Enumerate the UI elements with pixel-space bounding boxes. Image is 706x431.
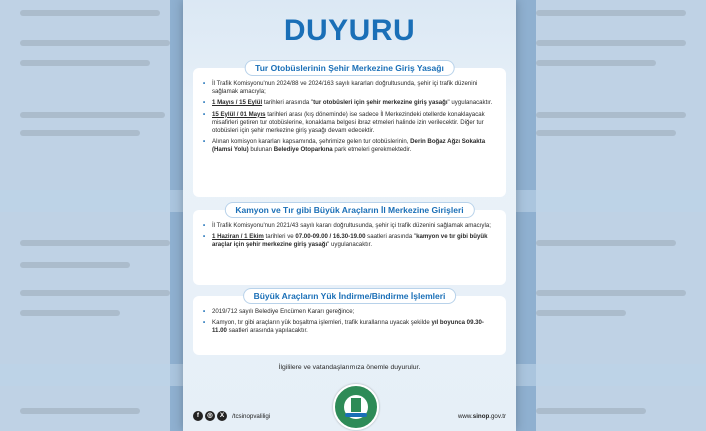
background-text-line [536, 408, 646, 414]
background-text-line [536, 10, 686, 16]
bullet-text: Belediye Otoparkına [273, 146, 333, 154]
bullet-text: tarihleri ve [263, 233, 296, 241]
bullet-text: 1 Mayıs / 15 Eylül [212, 99, 263, 107]
social-links [193, 411, 270, 421]
site-domain: sinop [472, 413, 490, 420]
bullet-text: Kamyon, tır gibi araçların yük boşaltma işlemleri, trafik kurallarına uyacak şekilde [212, 319, 432, 327]
bullet-text: yıl boyunca 09.30-11.00 [212, 319, 484, 335]
bullet-item [203, 308, 496, 316]
bullet-item [203, 80, 496, 96]
facebook-icon[interactable]: f [193, 411, 203, 421]
bullet-text: kamyon ve tır gibi büyük araçlar için şehir merkezine giriş yasağı [212, 233, 488, 249]
bullet-text: bulunan [248, 146, 274, 154]
footer [193, 410, 506, 424]
background-text-line [536, 290, 686, 296]
background-text-line [20, 112, 165, 118]
bullet-item [203, 233, 496, 249]
section-items [203, 80, 496, 158]
background-text-line [536, 310, 626, 316]
bullet-text: İl Trafik Komisyonu'nun 2021/43 sayılı kararı doğrultusunda, şehir içi trafik düzenini sağlamak amacıyla; [212, 222, 491, 229]
background-text-line [20, 60, 150, 66]
section-items [203, 222, 496, 253]
section-loading [193, 291, 506, 355]
bullet-text: " uygulanacaktır. [327, 241, 373, 249]
bullet-text: tarihleri arasında " [262, 99, 314, 107]
bullet-text: 15 Eylül / 01 Mayıs [212, 110, 266, 118]
background-text-line [20, 10, 160, 16]
bullet-item [203, 319, 496, 335]
background-text-line [536, 112, 686, 118]
announcement-card [183, 0, 516, 431]
section-items [203, 308, 496, 339]
bullet-item [203, 138, 496, 154]
background-text-line [20, 310, 120, 316]
background-text-line [20, 40, 170, 46]
background-text-line [20, 130, 140, 136]
bullet-text: saatleri arasında yapılacaktır. [226, 327, 308, 335]
bullet-item [203, 222, 496, 230]
bullet-text: 1 Haziran / 1 Ekim [212, 233, 264, 241]
closing-text: İlgililere ve vatandaşlarımıza önemle duyurulur. [278, 364, 421, 371]
instagram-icon[interactable]: ◎ [205, 411, 215, 421]
bullet-text: park etmeleri gerekmektedir. [332, 146, 412, 154]
bullet-item [203, 111, 496, 136]
bullet-text: tur otobüsleri için şehir merkezine giriş yasağı [313, 99, 448, 107]
website-link[interactable] [458, 413, 506, 420]
bullet-text: 2019/712 sayılı Belediye Encümen Kararı gereğince; [212, 308, 355, 315]
background-text-line [20, 240, 170, 246]
bullet-text: saatleri arasında " [365, 233, 417, 241]
page-title: DUYURU [283, 14, 416, 47]
bullet-item [203, 99, 496, 107]
section-trucks [193, 205, 506, 285]
social-handle[interactable]: /tcsinopvaliligi [232, 412, 271, 420]
background-text-line [20, 262, 130, 268]
bullet-text: İl Trafik Komisyonu'nun 2024/88 ve 2024/163 sayılı kararları doğrultusunda, şehir içi trafik düzenini sağlamak amacıyla; [212, 80, 478, 96]
background-text-line [536, 130, 676, 136]
section-heading: Tur Otobüslerinin Şehir Merkezine Giriş Yasağı [244, 60, 455, 76]
x-icon[interactable]: X [217, 411, 227, 421]
bullet-text: tarihleri arası (kış döneminde) ise sadece İl Merkezindeki otellerde konaklayacak misafirleri getiren tur otobüslerine, konaklama belgesi ibraz etmeleri halinde izin verilecektir. Diğer tur otobüsleri için şehir merkezine giriş yasağı devam edecektir. [212, 110, 485, 135]
section-tour-buses [193, 63, 506, 197]
background-text-line [536, 40, 686, 46]
section-heading: Kamyon ve Tır gibi Büyük Araçların İl Merkezine Girişleri [224, 202, 474, 218]
background-text-line [20, 290, 170, 296]
background-text-line [20, 408, 140, 414]
bullet-text: " uygulanacaktır. [447, 99, 493, 107]
site-prefix: www. [457, 413, 473, 420]
bullet-text: Alınan komisyon kararları kapsamında, şehrimize gelen tur otobüslerinin, [212, 138, 411, 146]
background-text-line [536, 60, 656, 66]
bullet-text: Derin Boğaz Ağzı Sokakta (Hamsi Yolu) [212, 138, 486, 154]
bullet-text: 07.00-09.00 / 16.30-19.00 [295, 233, 366, 241]
background-text-line [536, 240, 676, 246]
section-heading: Büyük Araçların Yük İndirme/Bindirme İşlemleri [243, 288, 457, 304]
site-suffix: .gov.tr [489, 413, 506, 420]
